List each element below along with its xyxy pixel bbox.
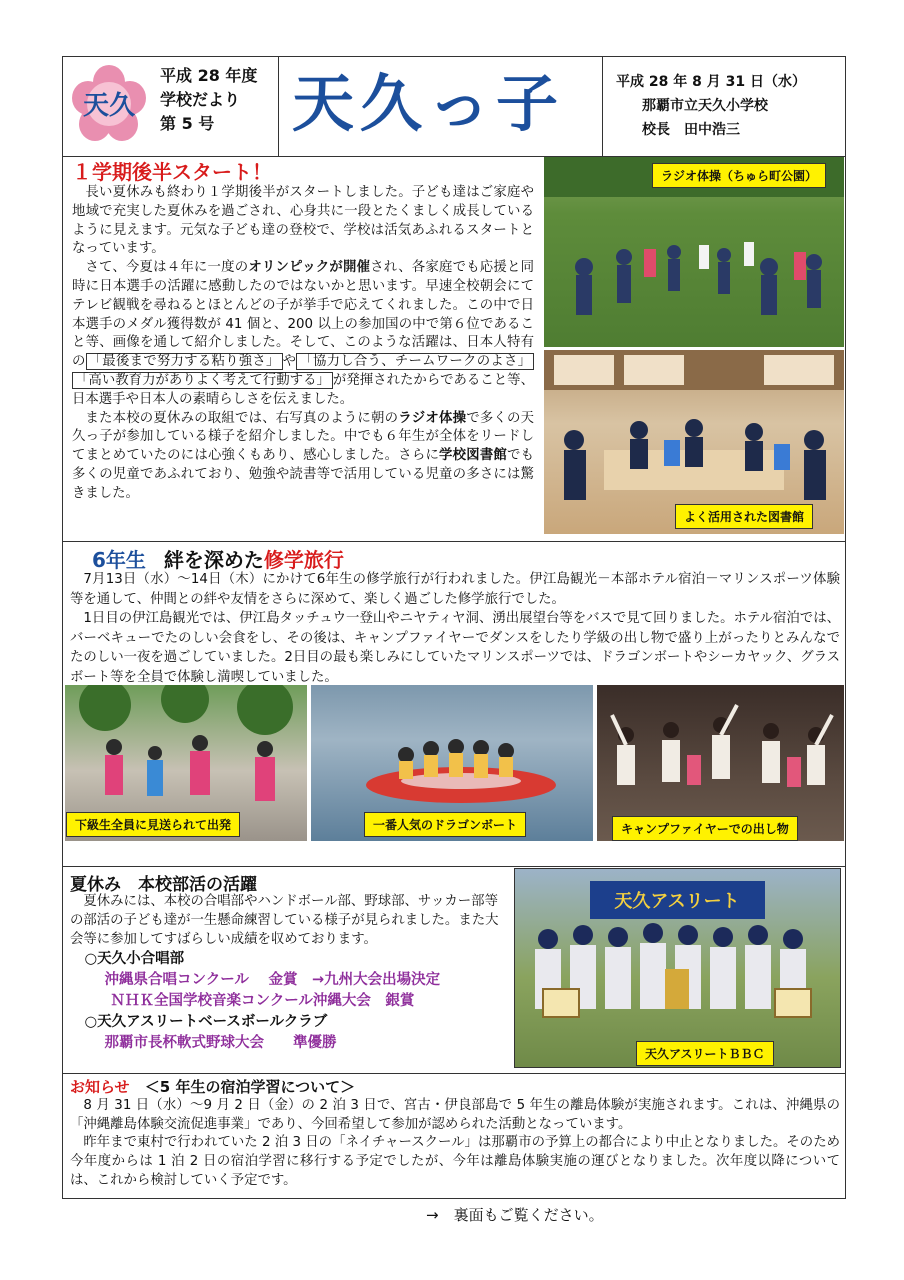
choir-result-2: ＮＨＫ全国学校音楽コンクール沖縄大会 銀賞	[110, 993, 415, 1009]
caption-radio-exercise: ラジオ体操（ちゅら町公園）	[652, 163, 826, 188]
section-divider-1	[62, 541, 846, 542]
quote-1: 「最後まで努力する粘り強さ」	[86, 353, 283, 370]
caption-library: よく活用された図書館	[675, 504, 813, 529]
notice-paragraph-2: 昨年まで東村で行われていた 2 泊 3 日の「ネイチャースクール」は那覇市の予算上の都合により中止となりました。そのため今年度からは 1 泊 2 日の宿泊学習に移行する予定でしたが、今年は離島体験実施の運びとなりました。次年度以降については、これから検討していく予定です。	[70, 1135, 840, 1188]
club-choir: ○天久小合唱部	[84, 951, 185, 967]
section1-title-part2: スタート	[172, 160, 252, 184]
quote-3: 「高い教育力がありよく考えて行動する」	[72, 372, 333, 389]
school-name: 那覇市立天久小学校	[642, 98, 768, 114]
see-reverse-note: → 裏面もご覧ください。	[426, 1206, 604, 1224]
section1-body	[72, 184, 534, 504]
header-divider-right	[602, 56, 603, 156]
issue-title: 学校だより	[160, 90, 241, 109]
section3-title: 夏休み 本校部活の活躍	[70, 875, 257, 895]
quote-2: 「協力し合う、チームワークのよさ」	[296, 353, 534, 370]
baseball-result: 那覇市長杯軟式野球大会 準優勝	[104, 1035, 337, 1051]
section1-paragraph-3: また本校の夏休みの取組では、右写真のように朝のラジオ体操で多くの天久っ子が参加している様子を紹介しました。中でも６年生が全体をリードしてまとめていたのには心強くもあり、感心しました。さらに学校図書館でも多くの児童であふれており、勉強や読書等で活用している児童の多さには驚きました。	[72, 410, 535, 501]
section2-paragraph-1: 7月13日（水）～14日（木）にかけて6年生の修学旅行が行われました。伊江島観光－本部ホテル宿泊－マリンスポーツ体験等を通して、仲間との絆や友情をさらに深めて、楽しく過ごした修学旅行でした。	[70, 572, 840, 607]
header-divider-left	[278, 56, 279, 156]
caption-campfire: キャンプファイヤーでの出し物	[612, 816, 798, 841]
choir-result-1: 沖縄県合唱コンクール 金賞 →九州大会出場決定	[104, 972, 441, 988]
photo-baseball-team	[514, 868, 841, 1068]
section-divider-2	[62, 866, 846, 867]
section3-body	[70, 892, 500, 1054]
section2-body	[70, 570, 840, 687]
notice-label: お知らせ	[70, 1078, 130, 1096]
section1-title-part1: １学期後半	[72, 160, 172, 184]
section1-title	[72, 156, 272, 185]
section1-paragraph-1: 長い夏休みも終わり１学期後半がスタートしました。子ども達はご家庭や地域で充実した夏休みを過ごされ、心身共に一段とたくましく成長しているように見えます。元気な子ども達の登校で、学校は活気あふれるスタートとなっています。	[72, 185, 534, 257]
issue-number: 第 5 号	[160, 114, 215, 133]
section2-title-part3: 修学旅行	[263, 548, 344, 572]
section2-paragraph-2: 1日目の伊江島観光では、伊江島タッチュウ一登山やニヤティヤ洞、湧出展望台等をバスで見て回りました。ホテル宿泊では、バーベキューでたのしい会食をし、その後は、キャンプファイヤーでダンスをしたり学級の出し物で盛り上がったりとみんなでたのしい一夜を過ごしていました。2日目の最も楽しみにしていたマリンスポーツでは、ドラゴンボートやシーカヤック、グラスボート等を全員で体験し満喫していました。	[70, 611, 840, 685]
issue-year: 平成 28 年度	[160, 66, 258, 85]
section1-title-part3: ！	[252, 160, 272, 184]
principal-name: 校長 田中浩三	[642, 122, 740, 138]
notice-title	[70, 1076, 355, 1097]
notice-body	[70, 1097, 840, 1191]
school-logo	[70, 64, 148, 142]
section1-paragraph-2: さて、今夏は４年に一度のオリンピックが開催され、各家庭でも応援と同時に日本選手の活躍に感動したのではないかと思います。早速全校朝会にてテレビ観戦を尋ねるとほとんどの子が挙手で応えてくれました。この中で日本選手のメダル獲得数が 41 個と、200 以上の参加国の中で第６位であること等、画像を通して紹介しました。そして、このような活躍は、日本人特有の 「最後まで努力する粘り強さ」 や 「協力し合う、チームワークのよさ」「高い教育力がありよく考えて行動する」 が発揮されたからであること等、日本選手や日本人の素晴らしさを伝えました。	[72, 260, 534, 407]
section2-title-part2: 絆を深めた	[163, 548, 264, 572]
section3-paragraph: 夏休みには、本校の合唱部やハンドボール部、野球部、サッカー部等の部活の子ども達が一生懸命練習している様子が見られました。また大会等に参加してすばらしい成績を収めております。	[70, 894, 499, 947]
issue-date: 平成 28 年 8 月 31 日（水）	[616, 74, 806, 90]
masthead-title: 天久っ子	[292, 67, 565, 140]
date-block	[616, 70, 806, 142]
section2-title-part1: 6年生	[92, 548, 146, 572]
section-divider-3	[62, 1073, 846, 1074]
team-banner-text: 天久アスリート	[614, 891, 740, 912]
issue-info	[160, 64, 257, 136]
baseball-team-scene-icon	[515, 869, 840, 1067]
caption-dragon-boat: 一番人気のドラゴンボート	[364, 812, 526, 837]
caption-baseball-team: 天久アスリートＢＢＣ	[636, 1041, 774, 1066]
caption-departure: 下級生全員に見送られて出発	[66, 812, 240, 837]
section2-title	[92, 544, 344, 573]
club-baseball: ○天久アスリートベースボールクラブ	[84, 1014, 328, 1030]
logo-text: 天久	[82, 91, 136, 121]
notice-heading: ＜5 年生の宿泊学習について＞	[144, 1078, 356, 1096]
notice-paragraph-1: 8 月 31 日（水）～9 月 2 日（金）の 2 泊 3 日で、宮古・伊良部島で 5 年生の離島体験が実施されます。これは、沖縄県の「沖縄離島体験交流促進事業」であり、今回希望して参加が認められた活動となっています。	[70, 1098, 840, 1132]
